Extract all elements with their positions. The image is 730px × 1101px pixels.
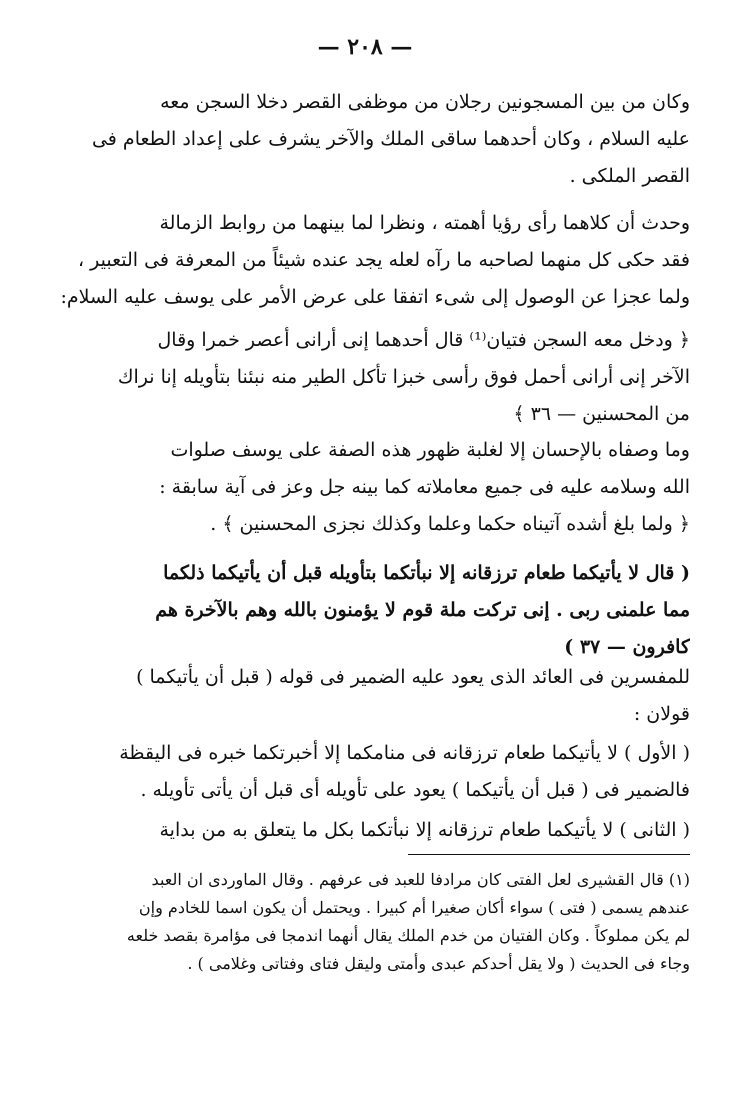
verse-36 (50, 322, 690, 433)
verse-line: الآخر إنى أرانى أحمل فوق رأسى خبزا تأكل الطير منه نبئنا بتأويله إنا نراك (117, 366, 690, 388)
paragraph-line: وما وصفاه بالإحسان إلا لغلبة ظهور هذه الصفة على يوسف صلوات (170, 439, 690, 461)
verse-line: كافرون — ٣٧ ) (564, 636, 690, 658)
paragraph-first-opinion (50, 735, 690, 809)
verse-line: ( قال لا يأتيكما طعام ترزقانه إلا نبأتكما بتأويله قبل أن يأتيكما ذلكما (163, 562, 690, 584)
paragraph-line: عليه السلام ، وكان أحدهما ساقى الملك والآخر يشرف على إعداد الطعام فى (91, 128, 690, 150)
paragraph-line: وكان من بين المسجونين رجلان من موظفى القصر دخلا السجن معه (160, 91, 690, 113)
page-number: — ٢٠٨ — (317, 34, 413, 60)
footnote-line: وجاء فى الحديث ( ولا يقل أحدكم عبدى وأمتى وليقل فتاى وفتاتى وغلامى ) . (187, 954, 690, 973)
footnote-divider (408, 854, 690, 855)
paragraph-mufassirin (50, 659, 690, 733)
paragraph-line: فالضمير فى ( قبل أن يأتيكما ) يعود على تأويله أى قبل أن يأتى تأويله . (140, 779, 690, 801)
footnote-line: عندهم يسمى ( فتى ) سواء أكان صغيرا أم كبيرا . ويحتمل أن يكون اسما للخادم وإن (138, 898, 690, 917)
paragraph-line: فقد حكى كل منهما لصاحبه ما رآه لعله يجد عنده شيئاً من المعرفة فى التعبير ، (77, 249, 690, 271)
paragraph-line: ولما عجزا عن الوصول إلى شىء اتفقا على عرض الأمر على يوسف عليه السلام: (60, 286, 690, 308)
footnote-line: (١) قال القشيرى لعل الفتى كان مرادفا للعبد فى عرفهم . وقال الماوردى ان العبد (151, 870, 690, 889)
paragraph-line: ( الأول ) لا يأتيكما طعام ترزقانه فى منامكما إلا أخبرتكما خبره فى اليقظة (119, 742, 690, 764)
paragraph-line: للمفسرين فى العائد الذى يعود عليه الضمير فى قوله ( قبل أن يأتيكما ) (136, 666, 690, 688)
verse-line: مما علمنى ربى . إنى تركت ملة قوم لا يؤمنون بالله وهم بالآخرة هم (155, 599, 690, 621)
paragraph-dream (50, 205, 690, 316)
paragraph-line: القصر الملكى . (569, 165, 690, 187)
paragraph-prisoners (50, 84, 690, 195)
paragraph-line: وحدث أن كلاهما رأى رؤيا أهمته ، ونظرا لما بينهما من روابط الزمالة (159, 212, 690, 234)
paragraph-line: الله وسلامه عليه فى جميع معاملاته كما بينه جل وعز فى آية سابقة : (159, 476, 690, 498)
verse-37 (50, 555, 690, 666)
paragraph-line: ( الثانى ) لا يأتيكما طعام ترزقانه إلا نبأتكما بكل ما يتعلق به من بداية (159, 819, 690, 841)
verse-line: ﴿ ولما بلغ أشده آتيناه حكما وعلما وكذلك نجزى المحسنين ﴾ . (210, 513, 690, 535)
paragraph-line: قولان : (633, 703, 690, 725)
verse-line: ﴿ ودخل معه السجن فتيان⁽¹⁾ قال أحدهما إنى أرانى أعصر خمرا وقال (157, 329, 690, 351)
verse-line: من المحسنين — ٣٦ ﴾ (513, 403, 690, 425)
paragraph-ihsan (50, 432, 690, 543)
paragraph-second-opinion (50, 812, 690, 849)
footnote (50, 866, 690, 978)
footnote-line: لم يكن مملوكاً . وكان الفتيان من خدم الملك يقال أنهما اندمجا فى مؤامرة بقصد خلعه (126, 926, 690, 945)
